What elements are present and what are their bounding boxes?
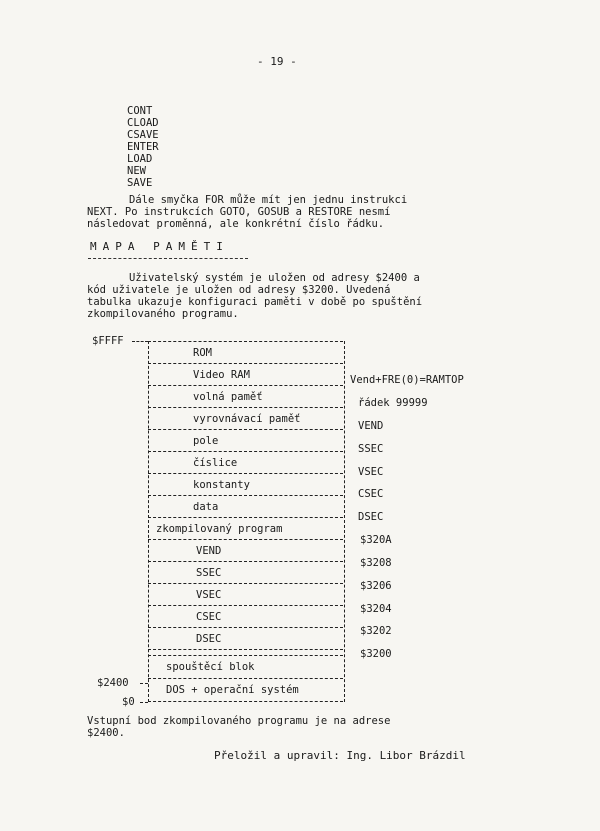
memory-block (148, 363, 343, 385)
command-line: CSAVE (127, 129, 159, 141)
memory-block-label: zkompilovaný program (156, 523, 283, 535)
memory-block (148, 561, 343, 583)
right-label: $3204 (360, 603, 392, 615)
memory-block-label: pole (193, 435, 219, 447)
paragraph-line: Dále smyčka FOR může mít jen jednu instrukci (129, 194, 408, 206)
paragraph-line: Vstupní bod zkompilovaného programu je na adrese (87, 715, 391, 727)
right-label: VSEC (358, 466, 384, 478)
right-label: $3200 (360, 648, 392, 660)
memory-block (148, 385, 343, 407)
paragraph-line: Uživatelský systém je uložen od adresy $2400 a (129, 272, 420, 284)
memory-block-label: Video RAM (193, 369, 250, 381)
address-label: $0 (122, 696, 135, 708)
memory-block-label: číslice (193, 457, 238, 469)
memory-block-label: VEND (196, 545, 222, 557)
command-line: SAVE (127, 177, 153, 189)
memory-block (148, 678, 343, 702)
right-label: řádek 99999 (358, 397, 428, 409)
memory-block (148, 605, 343, 627)
memory-block (148, 627, 343, 649)
memory-block (148, 583, 343, 605)
memory-block-label: DSEC (196, 633, 222, 645)
paragraph-line: kód uživatele je uložen od adresy $3200. Uvedená (87, 284, 391, 296)
command-line: CONT (127, 105, 153, 117)
ramtop-label: Vend+FRE(0)=RAMTOP (350, 374, 464, 386)
right-label: $320A (360, 534, 392, 546)
section-heading: MAPA PAMĚTI (90, 240, 229, 253)
command-line: ENTER (127, 141, 159, 153)
memory-block (148, 539, 343, 561)
right-label: CSEC (358, 488, 384, 500)
memory-block (148, 495, 343, 517)
address-label: $2400 (97, 677, 129, 689)
paragraph-line: $2400. (87, 727, 125, 739)
memory-block-label: spouštěcí blok (166, 661, 255, 673)
memory-block-label: data (193, 501, 219, 513)
address-label-top: $FFFF (92, 335, 124, 347)
page-number: - 19 - (257, 55, 297, 68)
address-pointer (132, 341, 148, 342)
command-line: LOAD (127, 153, 153, 165)
translator-credit: Přeložil a upravil: Ing. Libor Brázdil (214, 749, 466, 762)
paragraph-line: zkompilovaného programu. (87, 308, 239, 320)
memory-block-label: ROM (193, 347, 212, 359)
command-line: CLOAD (127, 117, 159, 129)
right-label: DSEC (358, 511, 384, 523)
memory-block (148, 517, 343, 539)
memory-block-label: konstanty (193, 479, 250, 491)
memory-block-label: SSEC (196, 567, 222, 579)
command-line: NEW (127, 165, 146, 177)
memory-block-label: VSEC (196, 589, 222, 601)
paragraph-line: NEXT. Po instrukcích GOTO, GOSUB a RESTORE nesmí (87, 206, 391, 218)
memory-block (148, 407, 343, 429)
memory-block (148, 451, 343, 473)
memory-block-label: vyrovnávací paměť (193, 413, 301, 425)
right-label: SSEC (358, 443, 384, 455)
right-label: $3202 (360, 625, 392, 637)
memory-block (148, 473, 343, 495)
right-label: $3208 (360, 557, 392, 569)
right-label: VEND (358, 420, 384, 432)
block-divider (148, 649, 343, 650)
address-pointer (140, 683, 148, 684)
memory-block-label: CSEC (196, 611, 222, 623)
heading-underline (88, 258, 248, 259)
paragraph-line: tabulka ukazuje konfiguraci paměti v době po spuštění (87, 296, 423, 308)
memory-block (148, 655, 343, 677)
right-label: $3206 (360, 580, 392, 592)
paragraph-line: následovat proměnná, ale konkrétní číslo řádku. (87, 218, 385, 230)
memory-block (148, 429, 343, 451)
memory-block (148, 341, 343, 363)
address-pointer (140, 702, 148, 703)
memory-block-label: DOS + operační systém (166, 684, 299, 696)
memory-block-label: volná paměť (193, 391, 263, 403)
